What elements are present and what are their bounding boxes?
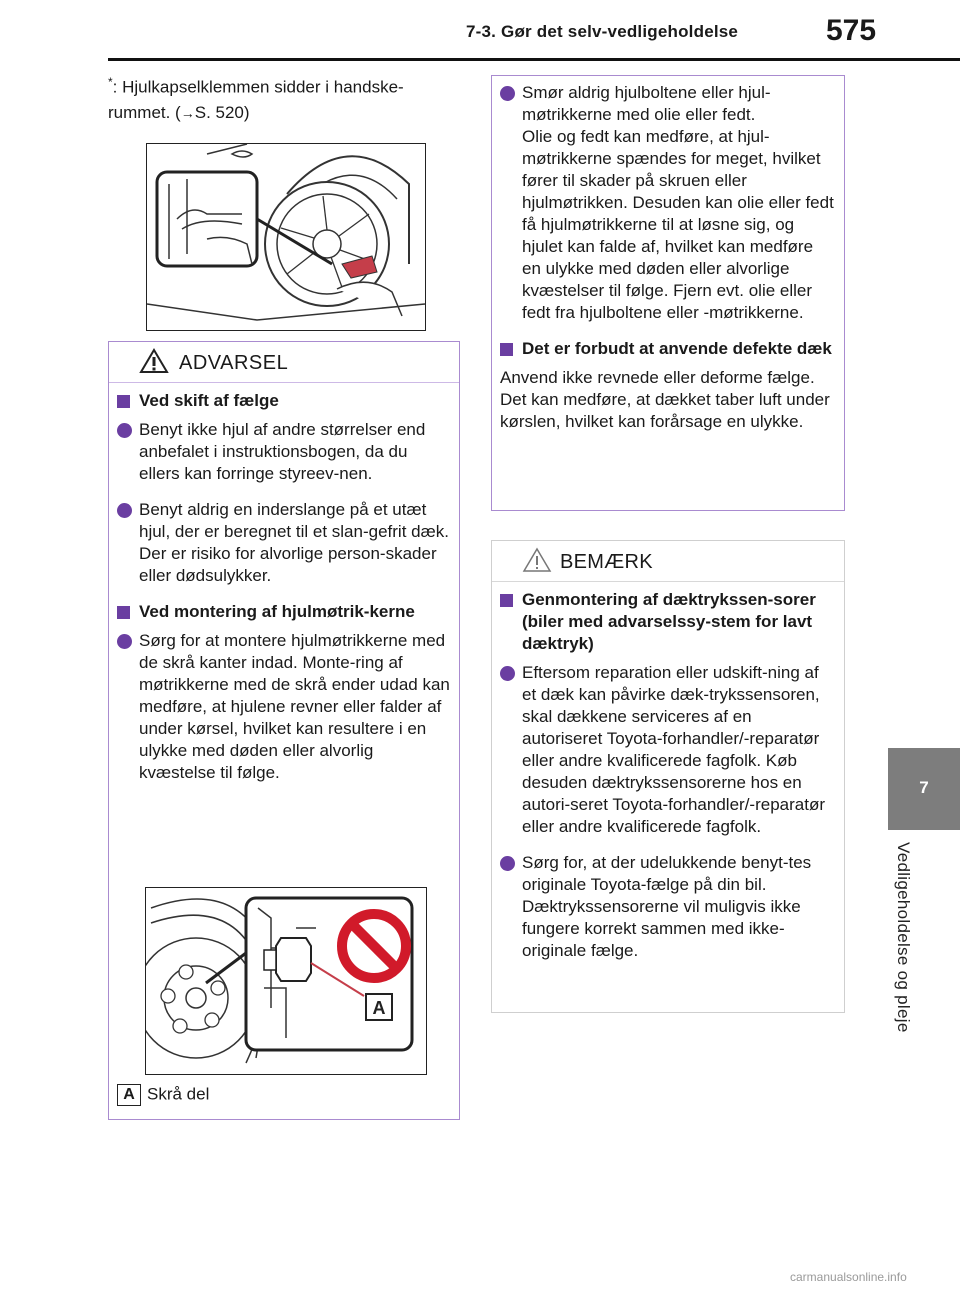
bullet-item: Eftersom reparation eller udskift-ning af et dæk kan påvirke dæk-trykssensoren, skal dækkene serviceres af en autoriseret Toyota-forhandler/-reparatør eller andre kvalificerede fagfolk. Køb desuden dæktrykssensorerne hos en autori-seret Toyota-forhandler/-reparatør eller andre kvalificerede fagfolk. xyxy=(500,662,836,838)
notice-content xyxy=(500,589,836,976)
warning-box-continued xyxy=(491,75,845,511)
notice-title: BEMÆRK xyxy=(560,551,653,573)
section-heading: Det er forbudt at anvende defekte dæk xyxy=(500,338,836,360)
bullet-item: Benyt ikke hjul af andre størrelser end anbefalet i instruktionsbogen, da du ellers kan forringe styreev-nen. xyxy=(117,419,451,485)
figure-caption xyxy=(117,1084,209,1106)
warning-content xyxy=(117,390,451,798)
wheel-cap-illustration xyxy=(146,143,426,331)
page-number: 575 xyxy=(826,14,877,47)
warning-title: ADVARSEL xyxy=(179,352,289,374)
header-rule xyxy=(108,58,960,61)
page-reference-link[interactable]: S. 520) xyxy=(194,102,250,122)
bullet-item: Sørg for, at der udelukkende benyt-tes originale Toyota-fælge på din bil. Dæktrykssensorerne vil muligvis ikke fungere korrekt sammen med ikke-originale fælge. xyxy=(500,852,836,962)
section-heading: Ved skift af fælge xyxy=(117,390,451,412)
section-heading: Ved montering af hjulmøtrik-kerne xyxy=(117,601,451,623)
warning-continued-content xyxy=(500,82,836,447)
warning-triangle-icon xyxy=(139,348,169,374)
footnote-asterisk: * xyxy=(108,75,113,89)
section-title: 7-3. Gør det selv-vedligeholdelse xyxy=(466,22,739,41)
footnote-text: : Hjulkapselklemmen sidder i handske-rummet. ( xyxy=(108,77,404,122)
chapter-tab[interactable] xyxy=(888,748,960,830)
notice-box xyxy=(491,540,845,1013)
footnote xyxy=(108,70,460,126)
arrow-icon: → xyxy=(180,104,195,121)
chapter-title: Vedligeholdelse og pleje xyxy=(894,842,913,1033)
bullet-item: Smør aldrig hjulboltene eller hjul-møtrikkerne med olie eller fedt. Olie og fedt kan medføre, at hjul-møtrikkerne spændes for meget, hvilket fører til skader på skruen eller hjulmøtrikken. Desuden kan olie eller fedt få hjulmøtrikkerne til at løsne sig, og hjulet kan falde af, hvilket kan medføre en ulykke med døden eller alvorlige kvæstelser til følge. Fjern evt. olie eller fedt fra hjulboltene eller -møtrikkerne. xyxy=(500,82,836,324)
wheel-nut-illustration xyxy=(145,887,427,1075)
section-heading: Genmontering af dæktrykssen-sorer (biler med advarselssy-stem for lavt dæktryk) xyxy=(500,589,836,655)
chapter-number: 7 xyxy=(919,778,929,797)
bullet-item: Sørg for at montere hjulmøtrikkerne med de skrå kanter indad. Monte-ring af møtrikkerne med de skrå ender udad kan medføre, at hjulene revner eller falder af under kørsel, hvilket kan resultere i en ulykke med døden eller alvorlig kvæstelse til følge. xyxy=(117,630,451,784)
notice-header xyxy=(492,541,844,582)
warning-box xyxy=(108,341,460,1120)
watermark: carmanualsonline.info xyxy=(790,1270,907,1284)
figure-label-a: A xyxy=(372,998,386,1018)
caption-text: Skrå del xyxy=(147,1084,210,1104)
caption-label-a: A xyxy=(117,1084,141,1106)
notice-triangle-icon xyxy=(522,547,552,573)
warning-header xyxy=(109,342,459,383)
bullet-item: Benyt aldrig en inderslange på et utæt hjul, der er beregnet til et slan-gefrit dæk. Der er risiko for alvorlige person-skader eller dødsulykker. xyxy=(117,499,451,587)
paragraph: Anvend ikke revnede eller deforme fælge. Det kan medføre, at dækket taber luft under kørslen, hvilket kan forårsage en ulykke. xyxy=(500,368,830,431)
